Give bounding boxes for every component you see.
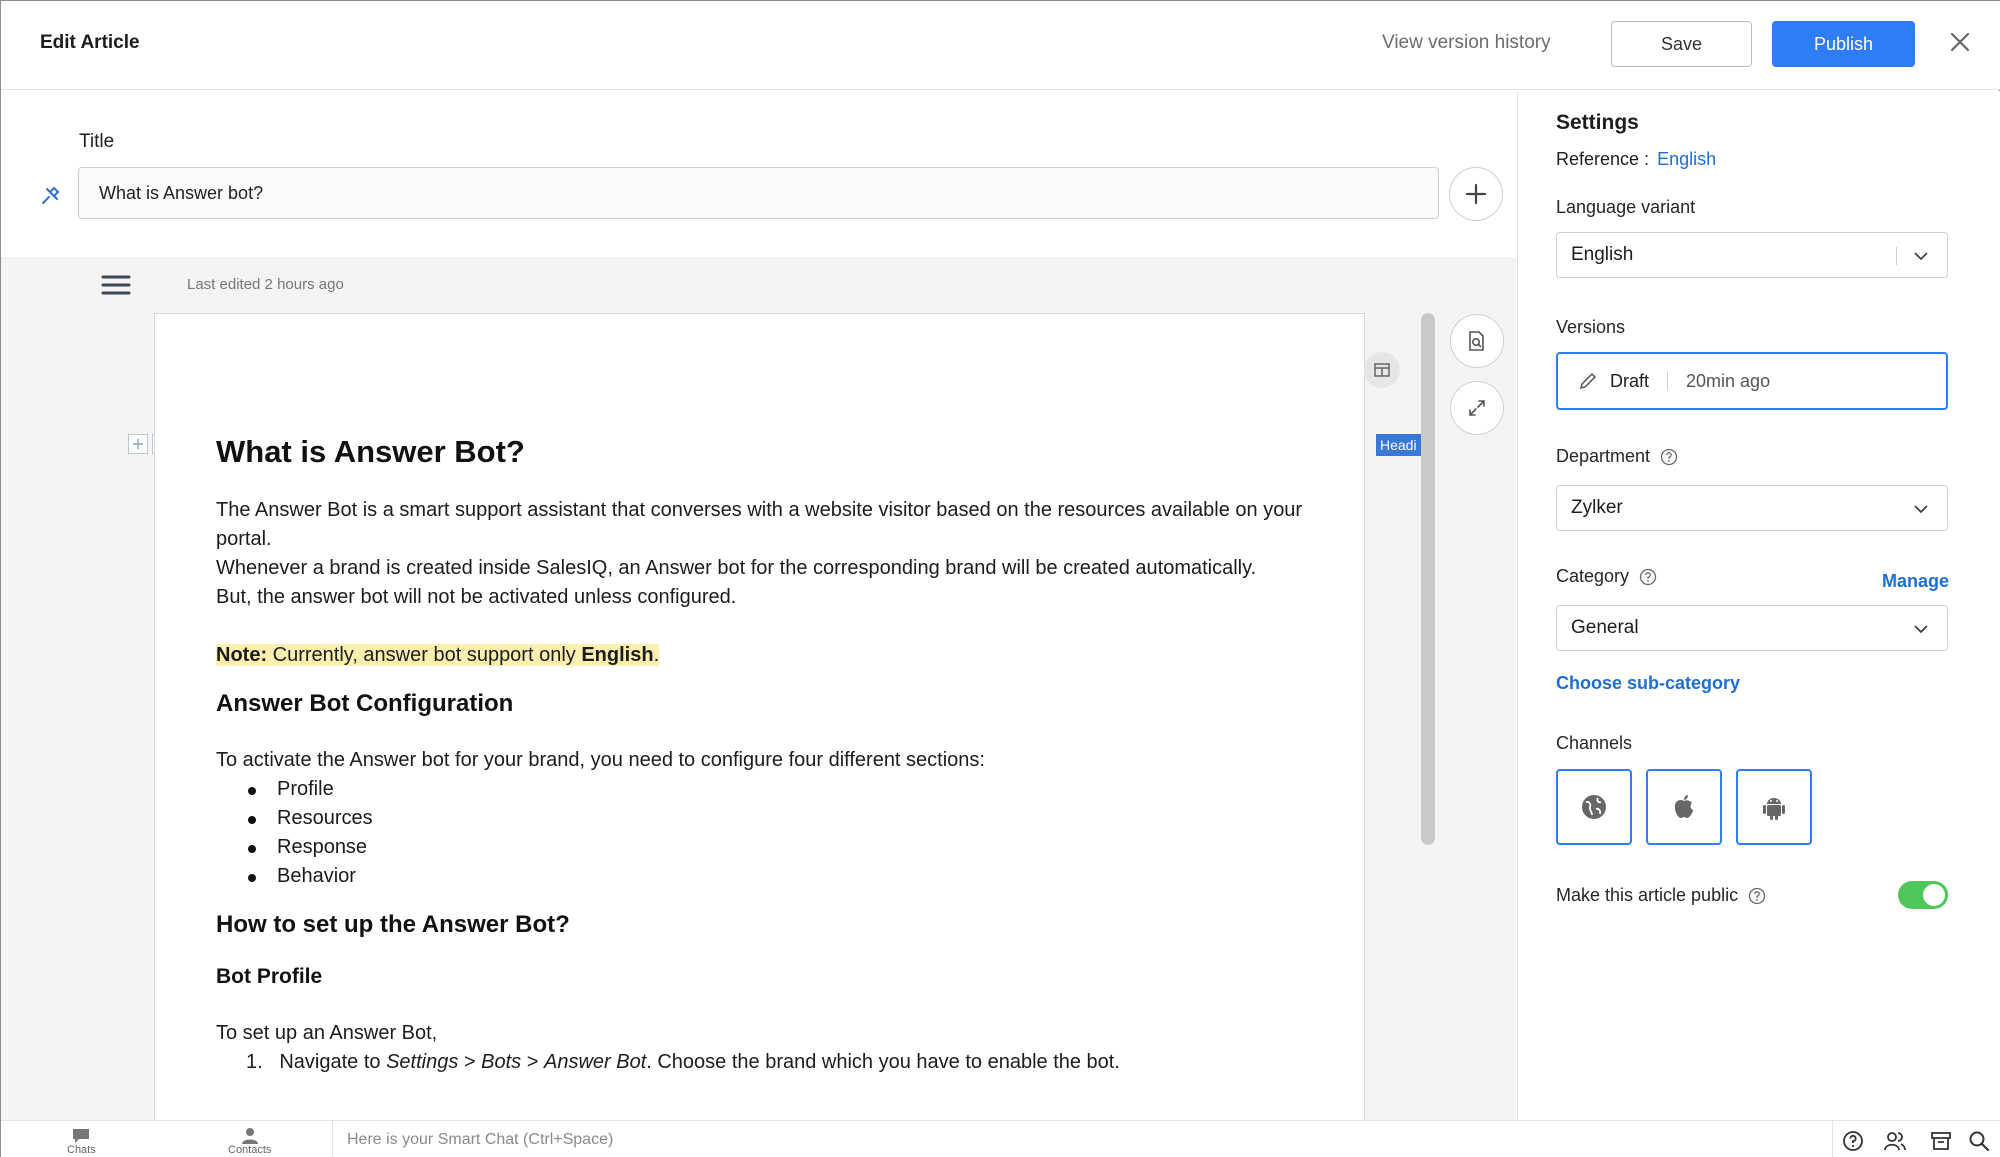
heading-setup[interactable]: How to set up the Answer Bot? xyxy=(216,911,570,938)
language-variant-label-text: Language variant xyxy=(1556,197,1696,217)
chevron-down-icon xyxy=(1913,501,1929,517)
chevron-down-icon xyxy=(1913,248,1929,264)
note-end: . xyxy=(653,644,660,666)
scrollbar[interactable] xyxy=(1421,313,1435,845)
help-circle-icon[interactable] xyxy=(1842,1130,1864,1152)
note-paragraph[interactable] xyxy=(216,641,1336,670)
language-variant-label xyxy=(1556,197,1695,218)
channel-ios-button[interactable] xyxy=(1646,769,1722,845)
contact-icon xyxy=(240,1127,260,1144)
smart-chat-input[interactable]: Here is your Smart Chat (Ctrl+Space) xyxy=(332,1121,1832,1157)
heading-bot-profile[interactable]: Bot Profile xyxy=(216,965,323,988)
public-label-text: Make this article public xyxy=(1556,885,1739,905)
paragraph-setup-intro[interactable]: To set up an Answer Bot, xyxy=(216,1022,438,1044)
globe-icon xyxy=(1580,793,1608,821)
department-label-text: Department xyxy=(1556,446,1651,466)
save-button[interactable]: Save xyxy=(1611,21,1752,67)
heading-configuration[interactable]: Answer Bot Configuration xyxy=(216,690,514,717)
title-section xyxy=(1,91,1516,257)
search-icon[interactable] xyxy=(1968,1130,1990,1152)
settings-panel xyxy=(1517,91,2000,1120)
view-version-history-link[interactable]: View version history xyxy=(1382,32,1551,53)
chevron-down-icon xyxy=(1913,621,1929,637)
help-icon[interactable] xyxy=(1748,887,1766,905)
contacts-label: Contacts xyxy=(228,1144,272,1156)
department-label xyxy=(1556,446,1678,467)
note-label: Note: xyxy=(216,644,268,666)
help-icon[interactable] xyxy=(1639,568,1657,586)
step-bots: Bots xyxy=(481,1051,522,1073)
contacts-button[interactable] xyxy=(228,1127,271,1156)
bottom-divider xyxy=(1832,1121,1833,1157)
help-icon[interactable] xyxy=(1660,448,1678,466)
add-button[interactable] xyxy=(1449,167,1503,221)
version-divider xyxy=(1667,372,1668,390)
step-sep: > xyxy=(521,1051,544,1073)
document-page[interactable] xyxy=(154,313,1365,1120)
list-item[interactable]: Response xyxy=(216,833,1336,862)
step-text: Navigate to xyxy=(279,1051,387,1073)
select-divider xyxy=(1896,247,1897,265)
heading-what-is-answer-bot[interactable]: What is Answer Bot? xyxy=(216,434,525,469)
public-label xyxy=(1556,885,1766,906)
step-text-end: . Choose the brand which you have to enable the bot. xyxy=(646,1051,1120,1073)
preview-icon xyxy=(1467,330,1487,352)
chats-button[interactable] xyxy=(67,1127,96,1156)
public-toggle[interactable] xyxy=(1898,881,1948,909)
sections-list xyxy=(216,775,1336,891)
list-item[interactable]: Resources xyxy=(216,804,1336,833)
note-highlight xyxy=(216,644,659,666)
reference-link[interactable]: English xyxy=(1657,149,1717,169)
channels-label-text: Channels xyxy=(1556,733,1633,753)
hamburger-menu-icon[interactable] xyxy=(101,274,131,296)
publish-button[interactable]: Publish xyxy=(1772,21,1915,67)
bottom-bar xyxy=(1,1120,2000,1157)
department-select[interactable] xyxy=(1556,485,1948,531)
expand-button[interactable] xyxy=(1450,381,1504,435)
heading-style-tag[interactable]: Headi xyxy=(1376,434,1422,456)
language-variant-value: English xyxy=(1571,244,1634,265)
paragraph-brand[interactable]: Whenever a brand is created inside SalesIQ, an Answer bot for the corresponding brand will be created automatically. xyxy=(216,557,1257,579)
channels-label xyxy=(1556,733,1632,754)
last-edited-text: Last edited 2 hours ago xyxy=(187,276,344,293)
settings-title: Settings xyxy=(1556,111,1639,134)
versions-label xyxy=(1556,317,1625,338)
pencil-icon xyxy=(1578,371,1598,391)
paragraph-activation[interactable]: But, the answer bot will not be activated unless configured. xyxy=(216,586,737,608)
page-title: Edit Article xyxy=(40,32,140,53)
versions-label-text: Versions xyxy=(1556,317,1626,337)
channel-android-button[interactable] xyxy=(1736,769,1812,845)
expand-icon xyxy=(1467,398,1487,418)
note-text: Currently, answer bot support only xyxy=(267,644,582,666)
chat-bubble-icon xyxy=(71,1127,91,1144)
chats-label: Chats xyxy=(67,1144,96,1156)
paragraph-intro[interactable]: The Answer Bot is a smart support assistant that converses with a website visitor based on the resources available on your portal. xyxy=(216,499,1303,550)
archive-icon[interactable] xyxy=(1930,1130,1952,1152)
title-input[interactable] xyxy=(78,167,1439,219)
preview-button[interactable] xyxy=(1450,314,1504,368)
list-item[interactable]: Behavior xyxy=(216,862,1336,891)
version-state: Draft xyxy=(1610,370,1650,391)
apple-icon xyxy=(1671,793,1697,821)
layout-icon[interactable] xyxy=(1364,352,1400,388)
header-bar xyxy=(1,1,2000,90)
manage-categories-link[interactable]: Manage xyxy=(1882,571,1950,591)
channel-web-button[interactable] xyxy=(1556,769,1632,845)
version-time: 20min ago xyxy=(1686,370,1771,391)
step-sep: > xyxy=(458,1051,482,1073)
step-number: 1. xyxy=(246,1051,263,1073)
category-value: General xyxy=(1571,617,1639,638)
users-icon[interactable] xyxy=(1884,1130,1906,1152)
category-label-text: Category xyxy=(1556,566,1630,586)
step-1[interactable] xyxy=(216,1048,1336,1077)
choose-subcategory-link[interactable]: Choose sub-category xyxy=(1556,673,1741,693)
step-settings: Settings xyxy=(386,1051,459,1073)
plus-icon xyxy=(1465,183,1487,205)
department-value: Zylker xyxy=(1571,497,1623,518)
list-item[interactable]: Profile xyxy=(216,775,1336,804)
close-icon[interactable] xyxy=(1947,29,1973,55)
pin-icon[interactable] xyxy=(39,185,61,207)
category-select[interactable] xyxy=(1556,605,1948,651)
title-label: Title xyxy=(79,131,115,152)
paragraph-config-intro[interactable]: To activate the Answer bot for your brand, you need to configure four different sections: xyxy=(216,749,985,771)
category-label xyxy=(1556,566,1657,587)
version-selector[interactable] xyxy=(1556,352,1948,410)
step-answer-bot: Answer Bot xyxy=(543,1051,647,1073)
add-block-icon[interactable] xyxy=(128,434,148,454)
note-bold: English xyxy=(581,644,654,666)
reference-label: Reference : xyxy=(1556,149,1650,169)
language-variant-select[interactable] xyxy=(1556,232,1948,278)
document-content[interactable] xyxy=(216,434,1336,1077)
reference-row xyxy=(1556,149,1716,170)
android-icon xyxy=(1761,793,1787,821)
